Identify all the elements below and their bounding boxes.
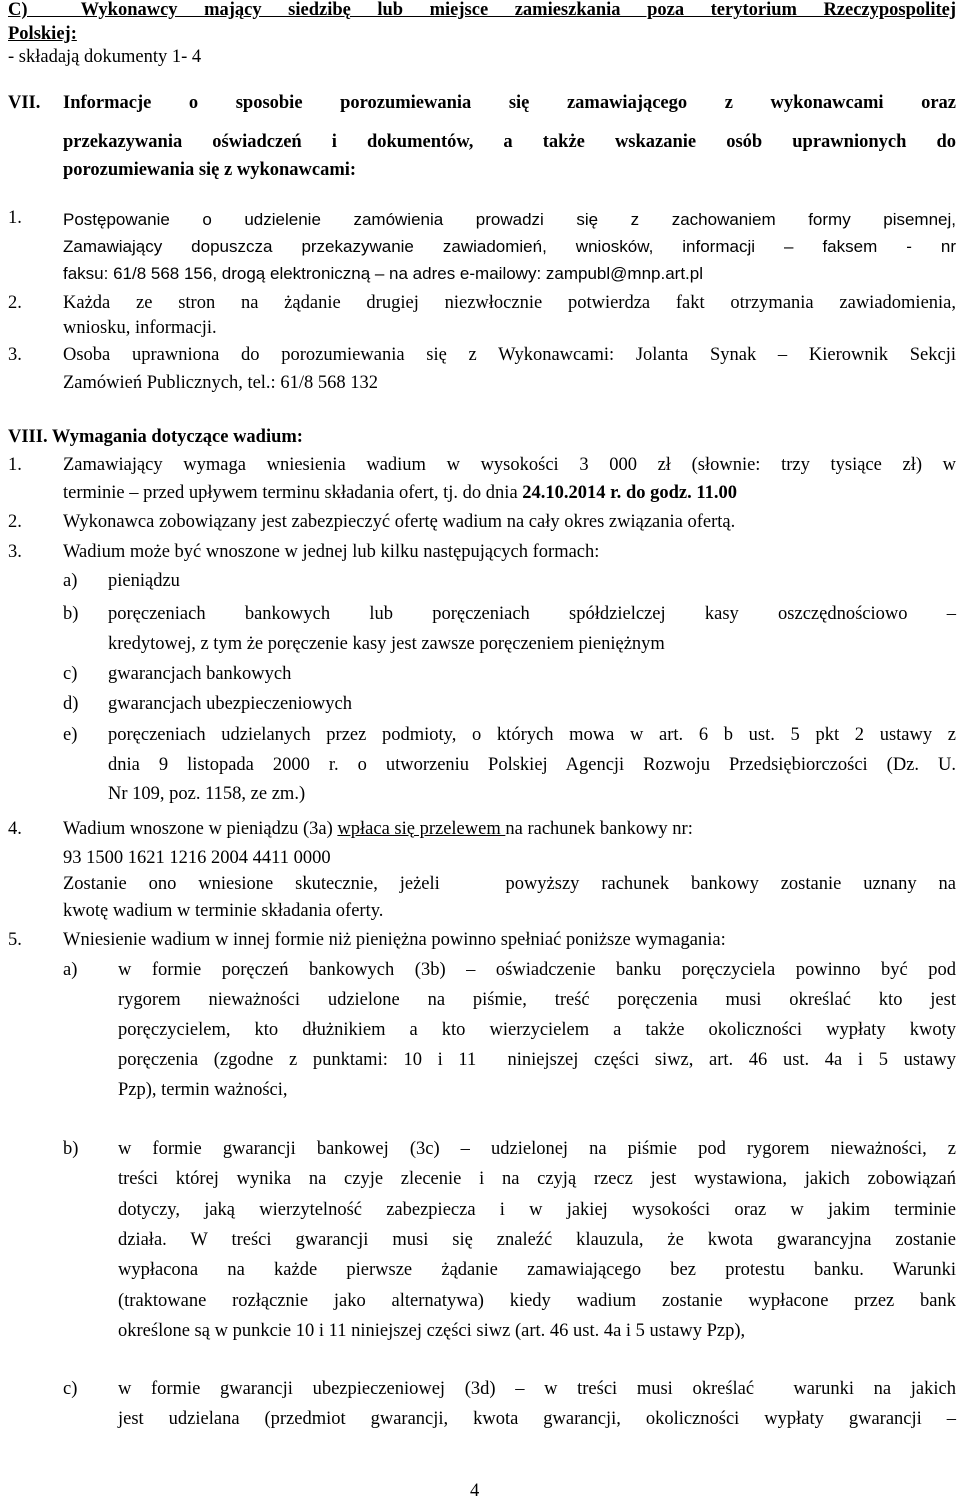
form-e-text: poręczeniach udzielanych przez podmioty, o których mowa w art. 6 b ust. 5 pkt 2 ustawy z [108, 725, 956, 745]
section-vii-heading-line2: przekazywania oświadczeń i dokumentów, a także wskazanie osób uprawnionych do [63, 132, 956, 152]
form-d-label: d) [63, 694, 79, 714]
deadline-time: 11.00 [696, 483, 737, 503]
vii-item-1-text-line2: Zamawiający dopuszcza przekazywanie zawiadomień, wniosków, informacji – faksem - nr [63, 237, 956, 256]
req-c-text: w formie gwarancji ubezpieczeniowej (3d) – w treści musi określać warunki na jakich [118, 1379, 956, 1399]
form-e-text-line3: Nr 109, poz. 1158, ze zm.) [108, 784, 306, 804]
vii-item-2-text: Każda ze stron na żądanie drugiej niezwłocznie potwierdza fakt otrzymania zawiadomienia, [63, 293, 956, 313]
form-e-text-line2: dnia 9 listopada 2000 r. o utworzeniu Polskiej Agencji Rozwoju Przedsiębiorczości (Dz. U. [108, 755, 956, 775]
section-vii-numeral: VII. [8, 93, 41, 113]
viii-item-4-text [63, 816, 693, 843]
form-e-label: e) [63, 725, 78, 745]
item-4-text-underlined: wpłaca się przelewem [337, 819, 506, 839]
item-4-text-a: Wadium wnoszone w pieniądzu (3a) [63, 819, 338, 839]
form-a-label: a) [63, 571, 78, 591]
viii-item-4-number: 4. [8, 819, 22, 839]
vii-item-1-text: Postępowanie o udzielenie zamówienia prowadzi się z zachowaniem formy pisemnej, [63, 210, 956, 229]
viii-item-5-text: Wniesienie wadium w innej formie niż pieniężna powinno spełniać poniższe wymagania: [63, 930, 726, 950]
vii-item-3-text-line2: Zamówień Publicznych, tel.: 61/8 568 132 [63, 373, 378, 393]
viii-item-1-deadline [63, 480, 737, 507]
vii-item-2-text-line2: wniosku, informacji. [63, 318, 217, 338]
req-a-text: w formie poręczeń bankowych (3b) – oświadczenie banku poręczyciela powinno być pod [118, 960, 956, 980]
form-b-label: b) [63, 604, 79, 624]
viii-item-1-text: Zamawiający wymaga wniesienia wadium w wysokości 3 000 zł (słownie: trzy tysiące zł) w [63, 455, 956, 475]
req-b-text: w formie gwarancji bankowej (3c) – udzielonej na piśmie pod rygorem nieważności, z [118, 1139, 956, 1159]
viii-item-3-text: Wadium może być wnoszone w jednej lub kilku następujących formach: [63, 542, 600, 562]
viii-item-4-text-line4: kwotę wadium w terminie składania oferty. [63, 901, 384, 921]
viii-item-2-text: Wykonawca zobowiązany jest zabezpieczyć ofertę wadium na cały okres związania ofertą. [63, 512, 736, 532]
page-number: 4 [470, 1481, 480, 1501]
viii-item-4-text-line3: Zostanie ono wniesione skutecznie, jeżeli powyższy rachunek bankowy zostanie uznany na [63, 874, 956, 894]
section-viii-heading: VIII. Wymagania dotyczące wadium: [8, 427, 303, 447]
req-a-text-line2: rygorem nieważności udzielone na piśmie, treść poręczenia musi określać kto jest [118, 990, 956, 1010]
deadline-prefix: terminie – przed upływem terminu składania ofert, tj. do dnia [63, 483, 523, 503]
req-b-text-line2: treści której wynika na czyje zlecenie i na czyją rzecz jest wystawiona, jakich zobowiązań [118, 1169, 956, 1189]
req-b-text-line7: określone są w punkcie 10 i 11 niniejszej części siwz (art. 46 ust. 4a i 5 ustawy Pzp), [118, 1321, 746, 1341]
deadline-date: 24.10.2014 r. [522, 483, 622, 503]
vii-item-3-number: 3. [8, 345, 22, 365]
deadline-mid: do godz. [621, 483, 697, 503]
section-c-title-cont: Polskiej: [8, 24, 77, 44]
vii-item-3-text: Osoba uprawniona do porozumiewania się z Wykonawcami: Jolanta Synak – Kierownik Sekcji [63, 345, 956, 365]
form-b-text-line2: kredytowej, z tym że poręczenie kasy jest zawsze poręczeniem pieniężnym [108, 634, 665, 654]
req-c-label: c) [63, 1379, 78, 1399]
req-b-text-line5: wypłacona na każde pierwsze żądanie zamawiającego bez protestu banku. Warunki [118, 1260, 956, 1280]
viii-item-5-number: 5. [8, 930, 22, 950]
bank-account-number: 93 1500 1621 1216 2004 4411 0000 [63, 848, 331, 868]
req-b-label: b) [63, 1139, 79, 1159]
viii-item-3-number: 3. [8, 542, 22, 562]
req-c-text-line2: jest udzielana (przedmiot gwarancji, kwota gwarancji, okoliczności wypłaty gwarancji – [118, 1409, 956, 1429]
section-c-title: C) Wykonawcy mający siedzibę lub miejsce zamieszkania poza terytorium Rzeczypospolitej [8, 0, 956, 20]
vii-item-1-number: 1. [8, 208, 22, 228]
form-c-label: c) [63, 664, 78, 684]
req-a-label: a) [63, 960, 78, 980]
req-b-text-line6: (traktowane rozłącznie jako alternatywa) kiedy wadium zostanie wypłacone przez bank [118, 1291, 956, 1311]
section-c-documents: - składają dokumenty 1- 4 [8, 47, 202, 67]
form-b-text: poręczeniach bankowych lub poręczeniach spółdzielczej kasy oszczędnościowo – [108, 604, 956, 624]
req-a-text-line5: Pzp), termin ważności, [118, 1080, 288, 1100]
section-vii-heading-line3: porozumiewania się z wykonawcami: [63, 160, 357, 180]
req-b-text-line3: dotyczy, jaką wierzytelność zabezpiecza i w jakiej wysokości oraz w jakim terminie [118, 1200, 956, 1220]
viii-item-1-number: 1. [8, 455, 22, 475]
item-4-text-b: na rachunek bankowy nr: [505, 819, 693, 839]
form-c-text: gwarancjach bankowych [108, 664, 292, 684]
viii-item-2-number: 2. [8, 512, 22, 532]
section-vii-heading: Informacje o sposobie porozumiewania się zamawiającego z wykonawcami oraz [63, 93, 956, 113]
req-a-text-line3: poręczycielem, kto dłużnikiem a kto wierzycielem a także okoliczności wypłaty kwoty [118, 1020, 956, 1040]
form-a-text: pieniądzu [108, 571, 180, 591]
vii-item-1-text-line3: faksu: 61/8 568 156, drogą elektroniczną – na adres e-mailowy: zampubl@mnp.art.pl [63, 264, 703, 283]
form-d-text: gwarancjach ubezpieczeniowych [108, 694, 352, 714]
req-a-text-line4: poręczenia (zgodne z punktami: 10 i 11 niniejszej części siwz, art. 46 ust. 4a i 5 ustawy [118, 1050, 956, 1070]
vii-item-2-number: 2. [8, 293, 22, 313]
req-b-text-line4: działa. W treści gwarancji musi się znaleźć klauzula, że kwota gwarancyjna zostanie [118, 1230, 956, 1250]
